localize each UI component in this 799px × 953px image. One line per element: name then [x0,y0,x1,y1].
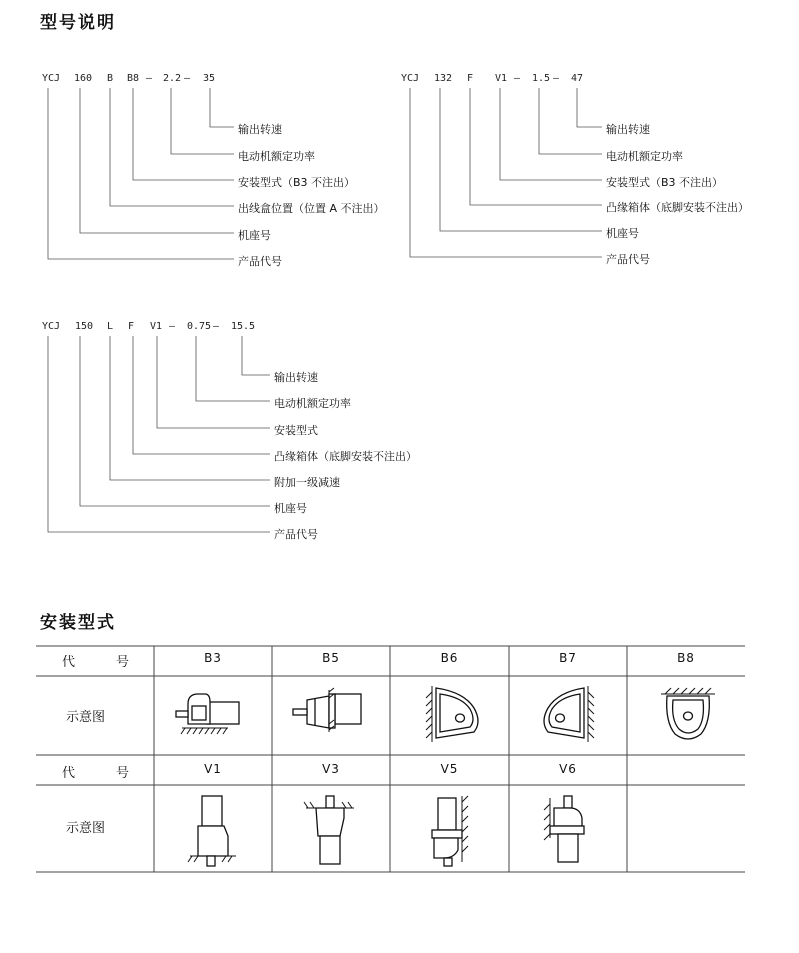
code-v1: V1 [204,762,222,776]
header-code-2: 号 [116,655,130,670]
label-flange-housing: 凸缘箱体（底脚安装不注出） [606,201,749,214]
mounting-type-title: 安装型式 [40,613,116,633]
code-segment: 0.75 [187,321,212,332]
label-frame-size: 机座号 [238,229,271,242]
label-mounting-type: 安装型式（B3 不注出） [606,176,724,189]
code-b8: B8 [677,651,695,665]
code-v5: V5 [440,762,459,776]
label-flange-housing: 凸缘箱体（底脚安装不注出） [274,450,417,463]
label-frame-size: 机座号 [274,502,307,515]
label-product-code: 产品代号 [238,255,282,268]
label-rated-power: 电动机额定功率 [238,150,315,163]
v5-mount-icon [420,790,480,870]
v1-mount-icon [184,790,244,870]
code-v6: V6 [559,762,577,776]
label-mounting-type: 安装型式（B3 不注出） [238,176,356,189]
code-b7: B7 [559,651,577,665]
label-terminal-box: 出线盒位置（位置 A 不注出） [238,202,385,215]
code-segment: B [107,73,114,84]
label-mounting-type: 安装型式 [274,424,318,437]
code-segment: — [184,73,191,84]
code-segment: — [213,321,220,332]
v3-mount-icon [300,790,360,870]
code-v3: V3 [322,762,340,776]
code-segment: F [128,321,135,332]
code-segment: — [553,73,560,84]
code-segment: 1.5 [532,73,551,84]
v6-mount-icon [536,790,596,870]
label-output-speed: 输出转速 [274,371,318,384]
header-diagram: 示意图 [66,821,106,836]
header-code-1: 代 [62,766,76,781]
label-output-speed: 输出转速 [606,123,650,136]
label-frame-size: 机座号 [606,227,639,240]
label-product-code: 产品代号 [274,528,318,541]
code-segment: 15.5 [231,321,256,332]
label-output-speed: 输出转速 [238,123,282,136]
code-b5: B5 [322,651,340,665]
b3-mount-icon [170,684,260,744]
code-segment: L [107,321,114,332]
label-extra-reduction: 附加一级减速 [274,476,340,489]
code-segment: 132 [434,73,453,84]
code-b3: B3 [204,651,222,665]
code-segment: 47 [571,73,584,84]
code-segment: YCJ [42,321,61,332]
b5-mount-icon [285,684,375,744]
code-segment: YCJ [42,73,61,84]
code-segment: 160 [74,73,93,84]
code-segment: YCJ [401,73,420,84]
label-rated-power: 电动机额定功率 [274,397,351,410]
label-product-code: 产品代号 [606,253,650,266]
code-segment: — [146,73,153,84]
header-diagram: 示意图 [66,710,106,725]
code-segment: 2.2 [163,73,182,84]
code-segment: 150 [75,321,94,332]
header-code-1: 代 [62,655,76,670]
code-segment: F [467,73,474,84]
code-segment: — [169,321,176,332]
b7-mount-icon [532,682,602,746]
b8-mount-icon [655,682,725,746]
code-segment: V1 [150,321,163,332]
b6-mount-icon [420,682,490,746]
code-b6: B6 [440,651,459,665]
code-segment: B8 [127,73,140,84]
code-segment: 35 [203,73,216,84]
model-description-title: 型号说明 [40,13,116,33]
header-code-2: 号 [116,766,130,781]
code-segment: — [514,73,521,84]
code-segment: V1 [495,73,508,84]
label-rated-power: 电动机额定功率 [606,150,683,163]
